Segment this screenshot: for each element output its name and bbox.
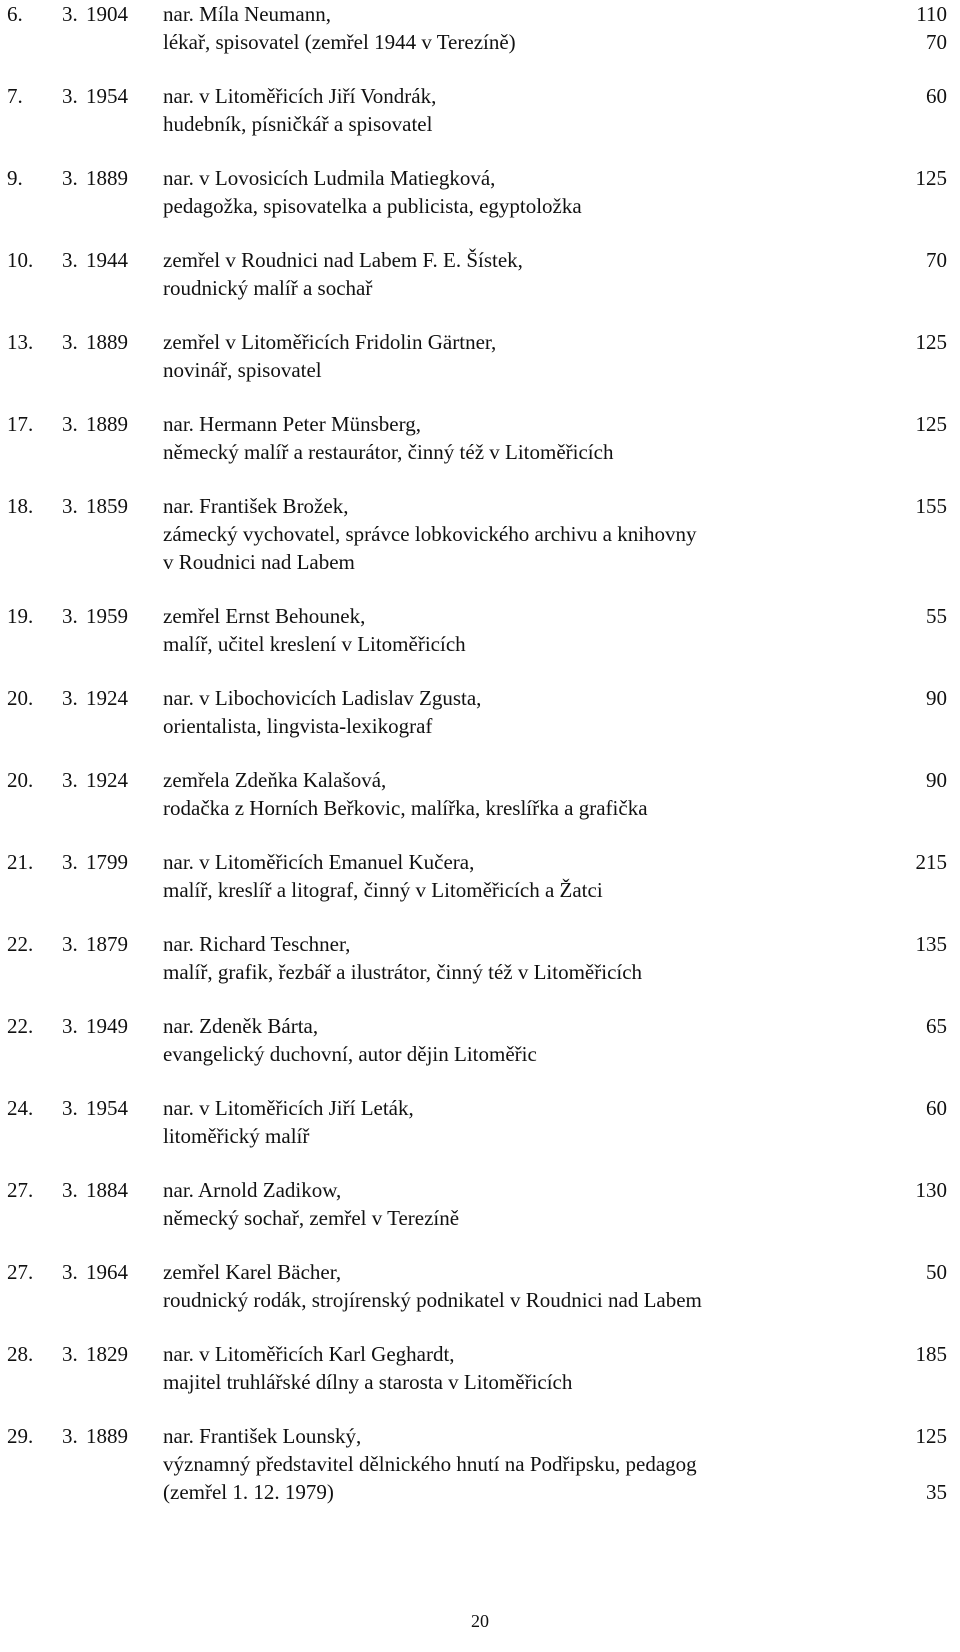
entry-day: 20. (7, 686, 34, 710)
entry-first-line (0, 1258, 960, 1286)
entry (0, 930, 960, 986)
entry-text: rodačka z Horních Beřkovic, malířka, kreslířka a grafička (163, 796, 648, 820)
entry (0, 602, 960, 658)
entry (0, 0, 960, 56)
entry-month: 3. (62, 1014, 78, 1038)
entry-day: 27. (7, 1260, 34, 1284)
entry-day: 21. (7, 850, 34, 874)
entry-text: nar. Zdeněk Bárta, (163, 1014, 319, 1038)
entry-text: zámecký vychovatel, správce lobkovického archivu a knihovny (163, 522, 697, 546)
entry-year: 1964 (86, 1260, 128, 1284)
entry-text: nar. Míla Neumann, (163, 2, 331, 26)
entry-year: 1889 (86, 412, 128, 436)
entry-month: 3. (62, 2, 78, 26)
entry-year: 1944 (86, 248, 128, 272)
entry-day: 19. (7, 604, 34, 628)
entry-first-line (0, 602, 960, 630)
entry-first-line (0, 930, 960, 958)
entry-continuation-line (0, 1478, 960, 1506)
entry-text: nar. v Litoměřicích Jiří Vondrák, (163, 84, 437, 108)
entry-text: (zemřel 1. 12. 1979) (163, 1480, 334, 1504)
entry-continuation-line (0, 1368, 960, 1396)
entry-text: zemřel v Litoměřicích Fridolin Gärtner, (163, 330, 497, 354)
entry-text: v Roudnici nad Labem (163, 550, 355, 574)
entry-month: 3. (62, 1096, 78, 1120)
entry-extra-number: 35 (926, 1480, 947, 1504)
entry (0, 1422, 960, 1506)
entry-number: 125 (915, 330, 947, 354)
entry-month: 3. (62, 248, 78, 272)
entry-number: 60 (926, 84, 947, 108)
entry-text: zemřel Karel Bächer, (163, 1260, 342, 1284)
entry-text: roudnický malíř a sochař (163, 276, 373, 300)
entry-text: majitel truhlářské dílny a starosta v Litoměřicích (163, 1370, 573, 1394)
entry-year: 1889 (86, 330, 128, 354)
entry-year: 1924 (86, 686, 128, 710)
entry-first-line (0, 492, 960, 520)
entry-day: 13. (7, 330, 34, 354)
entry-day: 22. (7, 932, 34, 956)
entry-text: hudebník, písničkář a spisovatel (163, 112, 433, 136)
entry-continuation-line (0, 1450, 960, 1478)
entry (0, 492, 960, 576)
entry-first-line (0, 246, 960, 274)
entry-text: evangelický duchovní, autor dějin Litoměřic (163, 1042, 537, 1066)
entry-text: nar. v Lovosicích Ludmila Matiegková, (163, 166, 496, 190)
entry-first-line (0, 766, 960, 794)
entry-first-line (0, 164, 960, 192)
entry (0, 246, 960, 302)
entry-year: 1889 (86, 1424, 128, 1448)
entry-text: nar. Hermann Peter Münsberg, (163, 412, 421, 436)
entry-year: 1959 (86, 604, 128, 628)
entry-continuation-line (0, 712, 960, 740)
entry-text: malíř, grafik, řezbář a ilustrátor, činný též v Litoměřicích (163, 960, 643, 984)
entry-month: 3. (62, 1178, 78, 1202)
entry-month: 3. (62, 1260, 78, 1284)
entry-text: nar. Richard Teschner, (163, 932, 351, 956)
entry-text: orientalista, lingvista-lexikograf (163, 714, 433, 738)
entry-month: 3. (62, 84, 78, 108)
entry-text: malíř, učitel kreslení v Litoměřicích (163, 632, 466, 656)
entry-year: 1954 (86, 1096, 128, 1120)
entry-continuation-line (0, 28, 960, 56)
entry (0, 684, 960, 740)
entry-number: 215 (915, 850, 947, 874)
entry-day: 9. (7, 166, 23, 190)
entry-year: 1799 (86, 850, 128, 874)
entry (0, 848, 960, 904)
entry-text: německý sochař, zemřel v Terezíně (163, 1206, 460, 1230)
entry-number: 155 (915, 494, 947, 518)
entry-day: 18. (7, 494, 34, 518)
entry-first-line (0, 82, 960, 110)
entry-text: nar. František Brožek, (163, 494, 349, 518)
entry-text: zemřel v Roudnici nad Labem F. E. Šístek, (163, 248, 523, 272)
entry-continuation-line (0, 274, 960, 302)
entry-text: významný představitel dělnického hnutí na Podřipsku, pedagog (163, 1452, 697, 1476)
entry-text: novinář, spisovatel (163, 358, 322, 382)
entry-number: 185 (915, 1342, 947, 1366)
entry-continuation-line (0, 630, 960, 658)
entry-year: 1859 (86, 494, 128, 518)
entry-month: 3. (62, 494, 78, 518)
entry-continuation-line (0, 958, 960, 986)
entry-continuation-line (0, 794, 960, 822)
entry-year: 1954 (86, 84, 128, 108)
entry-number: 125 (915, 166, 947, 190)
entry-continuation-line (0, 520, 960, 548)
entry-continuation-line (0, 876, 960, 904)
entry-number: 125 (915, 412, 947, 436)
entry-continuation-line (0, 1122, 960, 1150)
entry-number: 65 (926, 1014, 947, 1038)
entry-text: nar. v Litoměřicích Emanuel Kučera, (163, 850, 475, 874)
entry-day: 17. (7, 412, 34, 436)
entry-day: 7. (7, 84, 23, 108)
entry-first-line (0, 1012, 960, 1040)
entry-year: 1884 (86, 1178, 128, 1202)
entry-first-line (0, 684, 960, 712)
entry (0, 1012, 960, 1068)
entry-month: 3. (62, 932, 78, 956)
entry-month: 3. (62, 1424, 78, 1448)
entry-first-line (0, 0, 960, 28)
entry-year: 1889 (86, 166, 128, 190)
entry-text: malíř, kreslíř a litograf, činný v Litoměřicích a Žatci (163, 878, 603, 902)
entry-month: 3. (62, 166, 78, 190)
entry (0, 410, 960, 466)
entry-month: 3. (62, 330, 78, 354)
entry (0, 1258, 960, 1314)
entry-number: 90 (926, 768, 947, 792)
entry-number: 110 (916, 2, 947, 26)
entry-day: 10. (7, 248, 34, 272)
entry-number: 70 (926, 248, 947, 272)
entry-year: 1924 (86, 768, 128, 792)
entry-number: 50 (926, 1260, 947, 1284)
entry-continuation-line (0, 438, 960, 466)
entry-continuation-line (0, 548, 960, 576)
entry-text: nar. v Litoměřicích Karl Geghardt, (163, 1342, 455, 1366)
entry-number: 55 (926, 604, 947, 628)
entry-continuation-line (0, 1286, 960, 1314)
page-number: 20 (471, 1611, 489, 1631)
entry-text: nar. v Libochovicích Ladislav Zgusta, (163, 686, 482, 710)
entry-day: 22. (7, 1014, 34, 1038)
entry-text: litoměřický malíř (163, 1124, 310, 1148)
entry-month: 3. (62, 604, 78, 628)
entry-year: 1879 (86, 932, 128, 956)
entry (0, 164, 960, 220)
entry-year: 1829 (86, 1342, 128, 1366)
entry-day: 27. (7, 1178, 34, 1202)
entry-text: nar. Arnold Zadikow, (163, 1178, 342, 1202)
entry-number: 135 (915, 932, 947, 956)
entry-first-line (0, 1094, 960, 1122)
entry-text: pedagožka, spisovatelka a publicista, egyptoložka (163, 194, 582, 218)
entry-first-line (0, 1340, 960, 1368)
entry-month: 3. (62, 850, 78, 874)
entry-first-line (0, 848, 960, 876)
entry-first-line (0, 328, 960, 356)
entry-month: 3. (62, 412, 78, 436)
entry-day: 28. (7, 1342, 34, 1366)
entry-year: 1904 (86, 2, 128, 26)
entry-day: 24. (7, 1096, 34, 1120)
entry-text: zemřela Zdeňka Kalašová, (163, 768, 387, 792)
entry-text: zemřel Ernst Behounek, (163, 604, 366, 628)
entry (0, 328, 960, 384)
entry (0, 1340, 960, 1396)
entry (0, 1094, 960, 1150)
entry-month: 3. (62, 768, 78, 792)
entry-day: 6. (7, 2, 23, 26)
entry-continuation-line (0, 110, 960, 138)
entry-continuation-line (0, 1040, 960, 1068)
entry-first-line (0, 1176, 960, 1204)
entry-text: nar. František Lounský, (163, 1424, 362, 1448)
entry-text: nar. v Litoměřicích Jiří Leták, (163, 1096, 414, 1120)
entry-text: lékař, spisovatel (zemřel 1944 v Terezíně) (163, 30, 516, 54)
entry-first-line (0, 410, 960, 438)
entry-text: německý malíř a restaurátor, činný též v Litoměřicích (163, 440, 614, 464)
entry-continuation-line (0, 1204, 960, 1232)
entry-number: 60 (926, 1096, 947, 1120)
entry-continuation-line (0, 192, 960, 220)
entry-number: 90 (926, 686, 947, 710)
entry-number: 130 (915, 1178, 947, 1202)
entry-number: 125 (915, 1424, 947, 1448)
entry (0, 1176, 960, 1232)
entry-text: roudnický rodák, strojírenský podnikatel v Roudnici nad Labem (163, 1288, 702, 1312)
entry-year: 1949 (86, 1014, 128, 1038)
entry-month: 3. (62, 686, 78, 710)
entry (0, 82, 960, 138)
entry-day: 29. (7, 1424, 34, 1448)
entry-extra-number: 70 (926, 30, 947, 54)
entry-first-line (0, 1422, 960, 1450)
entry-month: 3. (62, 1342, 78, 1366)
entry (0, 766, 960, 822)
entry-day: 20. (7, 768, 34, 792)
entry-continuation-line (0, 356, 960, 384)
